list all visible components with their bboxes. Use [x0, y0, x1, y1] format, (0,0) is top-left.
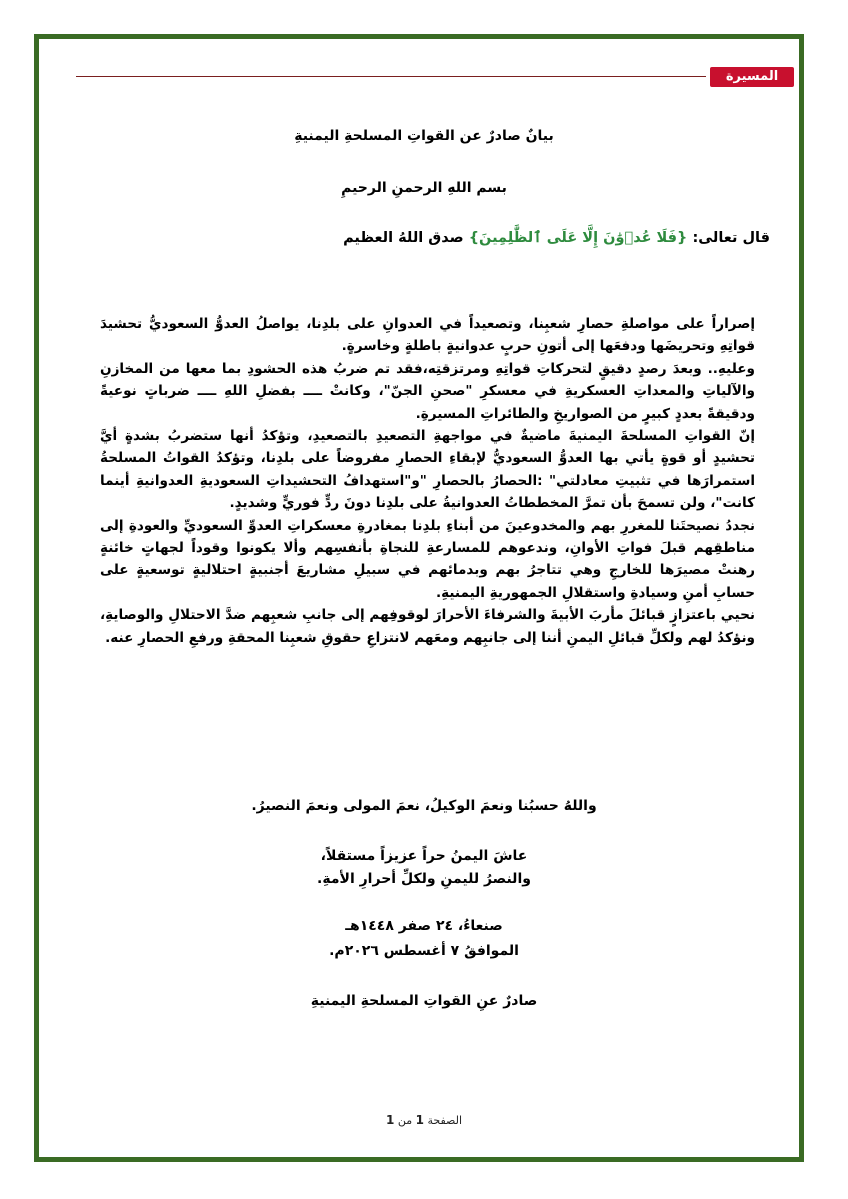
verse-quran-text: {فَلَا عُدۡوَٰنَ إِلَّا عَلَى ٱلظَّٰلِمِينَ} — [468, 230, 688, 246]
footer-current-page: 1 — [415, 1113, 424, 1127]
paragraph-1: إصراراً على مواصلةِ حصارِ شعبِنا، وتصعيداً في العدوانِ على بلدِنا، يواصلُ العدوُّ السعوديُّ تحشيدَ قواتِهِ وتحريضَها ودفعَها إلى أتونِ حربٍ عدوانيةٍ باطلةٍ وخاسرةٍ. — [100, 316, 755, 355]
footer-total-pages: 1 — [386, 1113, 395, 1127]
header-rule — [76, 76, 706, 77]
statement-title: بيانٌ صادرٌ عن القواتِ المسلحةِ اليمنيةِ — [294, 128, 554, 144]
paragraph-3: إنّ القواتِ المسلحةَ اليمنيةَ ماضيةٌ في مواجهةِ التصعيدِ بالتصعيدِ، وتؤكدُ أنها ستضربُ بشدةٍ أيَّ تحشيدٍ أو قوةٍ يأتي بها العدوُّ السعوديُّ لإبقاءِ الحصارِ مفروضاً على بلدِنا، وتؤكدُ القواتُ المسلحةُ استمرارَها في تثبيتِ معادلتي" :الحصارُ بالحصارِ "و"استهدافُ التحشيداتِ السعوديةِ العدوانيةِ أينما كانت"، ولن تسمحَ بأن تمرَّ المخططاتُ العدوانيةُ على بلدِنا دونَ ردٍّ فوريٍّ وشديدٍ. — [100, 428, 755, 512]
issuer-signature: صادرٌ عنِ القواتِ المسلحةِ اليمنيةِ — [310, 993, 538, 1009]
paragraph-5: نحيي باعتزازٍ قبائلَ مأربَ الأبيةَ والشرفاءَ الأحرارَ لوقوفِهم إلى جانبِ شعبِهم ضدَّ الاحتلالِ والوصايةِ، ونؤكدُ لهم ولكلِّ قبائلِ اليمنِ أننا إلى جانبِهم ومعَهم لانتزاعِ حقوقِ شعبِنا المحقةِ ورفعِ الحصارِ عنه. — [100, 607, 755, 646]
date-gregorian: الموافقُ ٧ أغسطس ٢٠٢٦م. — [329, 943, 519, 959]
verse-ending: صدق اللهُ العظيم — [343, 230, 464, 246]
page-footer — [0, 1112, 848, 1129]
almasirah-logo: المسيرة — [710, 67, 794, 87]
quran-verse-line — [230, 228, 770, 248]
footer-page-word: الصفحة — [427, 1114, 462, 1127]
closing-long-live: عاشَ اليمنُ حراً عزيزاً مستقلاً، — [320, 848, 528, 864]
statement-body — [100, 313, 755, 649]
verse-intro: قال تعالى: — [692, 230, 770, 246]
paragraph-4: نجددُ نصيحتَنا للمغررِ بهم والمخدوعينَ من أبناءِ بلدِنا بمغادرةِ معسكراتِ العدوِّ السعوديِّ والعودةِ إلى مناطقِهم قبلَ فواتِ الأوانِ، وندعوهم للمسارعةِ للنجاةِ بأنفسِهم وألا يكونوا وقوداً لجهاتٍ خائنةٍ رهنتْ مصيرَها للخارجِ وهي تتاجرُ بهم وبدمائهم في سبيلِ مشاريعَ أجنبيةٍ احتلاليةٍ توسعيةٍ على حسابِ أمنِ وسيادةِ واستقلالِ الجمهوريةِ اليمنيةِ. — [100, 517, 755, 601]
date-hijri: صنعاءُ، ٢٤ صفر ١٤٤٨هـ — [345, 918, 503, 934]
basmala: بسم اللهِ الرحمنِ الرحيمِ — [341, 180, 507, 196]
closing-victory: والنصرُ لليمنِ ولكلِّ أحرارِ الأمةِ. — [317, 871, 531, 887]
closing-hasbuna: واللهُ حسبُنا ونعمَ الوكيلُ، نعمَ المولى ونعمَ النصيرُ. — [251, 798, 597, 814]
footer-of-word: من — [397, 1114, 413, 1127]
paragraph-2: وعليهِ.. وبعدَ رصدٍ دقيقٍ لتحركاتِ قواتِهِ ومرتزقتِه،فقد تم ضربُ هذه الحشودِ بما معها من المخازنِ والآلياتِ والمعداتِ العسكريةِ في معسكرِ "صحنِ الجنّ"، وكانتْ ــــ بفضلِ اللهِ ــــ ضرباتٍ نوعيةً ودقيقةً بعددٍ كبيرٍ من الصواريخِ والطائراتِ المسيرةِ. — [100, 360, 755, 422]
